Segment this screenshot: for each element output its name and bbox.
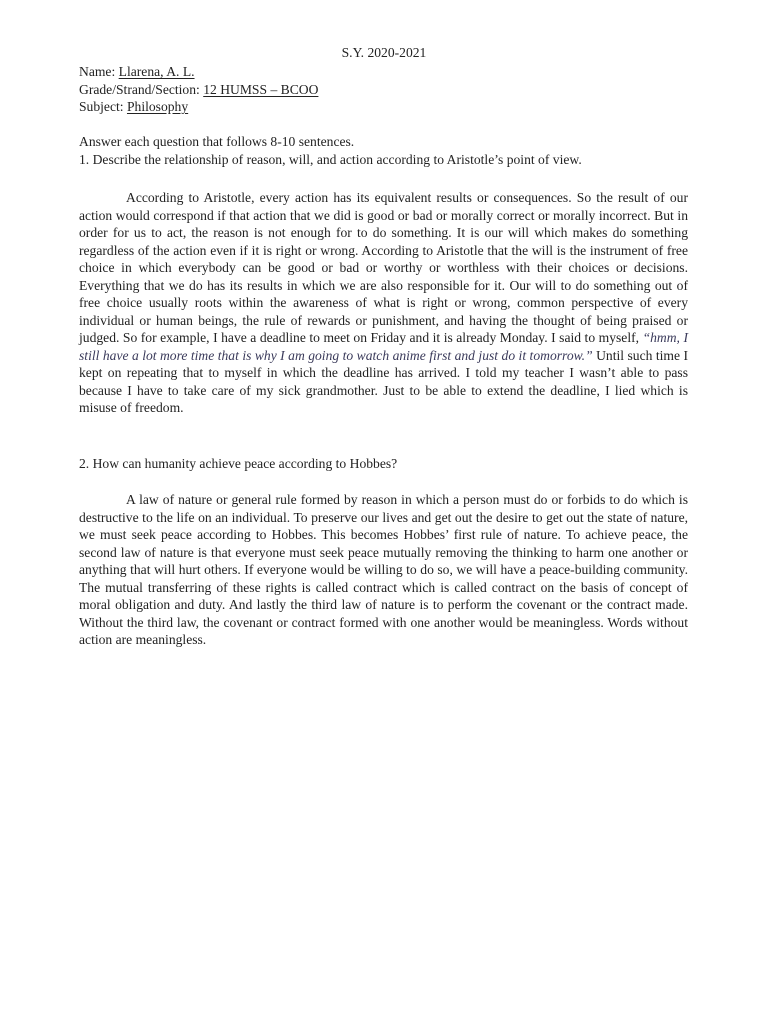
subject-label: Subject:	[79, 99, 124, 114]
name-line	[79, 63, 699, 81]
subject-value: Philosophy	[126, 99, 189, 114]
question-block	[79, 133, 699, 168]
school-year: S.Y. 2020-2021	[341, 45, 427, 60]
answer-1-text-end: Until such time I kept on repeating that to myself in which the deadline has arrived. I told my teacher I wasn’t able to pass because I have to take care of my sick grandmother. Just to be able to extend the deadline, I lied which is misuse of freedom.	[79, 347, 688, 415]
student-info	[79, 63, 699, 116]
question-1: 1. Describe the relationship of reason, will, and action according to Aristotle’s point of view.	[79, 151, 582, 167]
answer-1-quote: “hmm, I still have a lot more time that is why I am going to watch anime first and just do it tomorrow.”	[79, 330, 688, 363]
answer-1	[79, 189, 688, 417]
answer-1-text: According to Aristotle, every action has its equivalent results or consequences. So the result of our action would correspond if that action that we did is good or bad or morally correct or morally incorrect. But in order for us to act, the reason is not enough for to do something. It is our will which makes do something regardless of the action even if it is right or wrong. According to Aristotle that the will is the instrument of free choice in which everybody can be good or bad or worthy or worthless with their choices or decisions. Everything that we do has its results in which we are also responsible for it. Our will to do something out of free choice usually roots within the awareness of what is right or wrong, common perspective of every individual or human beings, the rule of rewards or punishment, and having the thought of being praised or judged. So for example, I have a deadline to meet on Friday and it is already Monday. I said to myself,	[79, 190, 688, 345]
section-value: 12 HUMSS – BCOO	[203, 81, 319, 97]
question-2: 2. How can humanity achieve peace according to Hobbes?	[79, 456, 398, 471]
name-value: Llarena, A. L.	[118, 64, 195, 79]
answer-2: A law of nature or general rule formed by reason in which a person must do or forbids to do which is destructive to the life on an individual. To preserve our lives and get out the desire to get out the state of nature, we must seek peace according to Hobbes. This becomes Hobbes’ first rule of nature. To achieve peace, the second law of nature is that everyone must seek peace mutually removing the thinking to harm one another or anything that will hurt others. If everyone would be willing to do so, we will have a peace-building community. The mutual transferring of these rights is called contract which is called contract on the basis of concept of moral obligation and duty. And lastly the third law of nature is to perform the covenant or the contract made. Without the third law, the covenant or contract formed with one another would be meaningless. Words without action are meaningless.	[79, 492, 688, 647]
subject-line	[79, 98, 699, 116]
instructions: Answer each question that follows 8-10 sentences.	[79, 134, 355, 149]
section-label: Grade/Strand/Section:	[79, 81, 200, 97]
section-line	[79, 81, 699, 99]
name-label: Name:	[79, 64, 116, 79]
